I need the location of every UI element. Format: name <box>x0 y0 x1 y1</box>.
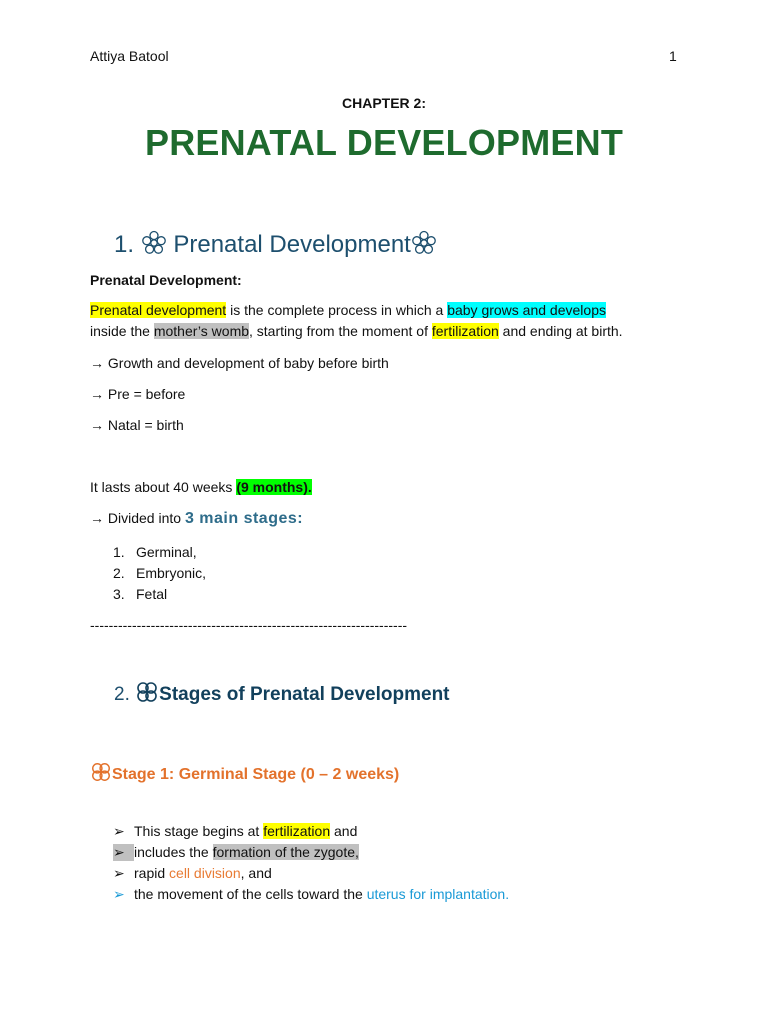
section2-title: Stages of Prenatal Development <box>159 684 450 705</box>
subheading: Prenatal Development: <box>90 272 242 288</box>
list-label: Fetal <box>136 586 168 602</box>
chapter-label: CHAPTER 2: <box>341 95 426 111</box>
stage1-heading <box>90 761 399 788</box>
arrowhead-bullet-icon: ➢ <box>113 886 125 902</box>
blue-text: uterus for implantation. <box>366 886 510 902</box>
section1-heading <box>114 230 437 263</box>
highlight-yellow: fertilization <box>263 823 331 839</box>
bullet-item <box>113 865 272 882</box>
page-number: 1 <box>669 48 677 64</box>
section1-number: 1. <box>114 231 135 258</box>
paragraph-text: , starting from the moment of <box>249 323 432 339</box>
highlight-cyan: baby grows and develops <box>447 302 606 318</box>
section2-heading <box>114 680 450 710</box>
highlight-green: (9 months). <box>236 479 312 495</box>
divided-line <box>90 510 303 528</box>
section2-number: 2. <box>114 684 130 705</box>
duration-line <box>90 479 312 495</box>
highlight-gray: mother’s womb <box>153 323 250 339</box>
paragraph-line2 <box>90 323 623 339</box>
highlight-gray: formation of the zygote, <box>212 844 359 860</box>
bullet-item <box>113 886 509 903</box>
flower-icon <box>411 230 437 263</box>
arrowhead-bullet-icon: ➢ <box>113 823 125 839</box>
dashed-divider: -------------------------------------------------------------------- <box>90 617 408 633</box>
duration-text: It lasts about 40 weeks <box>90 479 237 495</box>
divided-text: → Divided into <box>90 510 185 526</box>
list-number: 2. <box>113 565 125 581</box>
list-item <box>113 586 167 602</box>
list-number: 1. <box>113 544 125 560</box>
paragraph-text: and ending at birth. <box>498 323 623 339</box>
document-title: PRENATAL DEVELOPMENT <box>144 122 624 163</box>
flower-icon <box>141 230 167 263</box>
bullet-text: includes the <box>134 844 213 860</box>
bullet-text: rapid <box>134 865 170 881</box>
knot-icon <box>90 761 112 788</box>
bullet-item <box>113 844 359 861</box>
bullet-item <box>113 823 357 840</box>
paragraph-text: inside the <box>90 323 154 339</box>
list-item <box>113 565 206 581</box>
arrowhead-bullet-icon: ➢ <box>113 865 125 881</box>
orange-text: cell division <box>169 865 241 881</box>
arrow-line: → Pre = before <box>90 386 186 402</box>
section1-title: Prenatal Development <box>173 231 411 258</box>
paragraph-text: is the complete process in which a <box>226 302 448 318</box>
arrowhead-bullet-icon: ➢ <box>113 844 134 861</box>
bullet-text: and <box>330 823 358 839</box>
bullet-text: This stage begins at <box>134 823 264 839</box>
stages-emphasis: 3 main stages: <box>184 510 304 527</box>
paragraph-line1 <box>90 302 606 318</box>
arrow-line: → Natal = birth <box>90 417 184 433</box>
highlight-yellow: fertilization <box>431 323 499 339</box>
knot-icon <box>135 680 159 710</box>
bullet-text: , and <box>240 865 272 881</box>
list-number: 3. <box>113 586 125 602</box>
header-author: Attiya Batool <box>90 48 169 64</box>
arrow-line: → Growth and development of baby before birth <box>90 355 389 371</box>
list-label: Germinal, <box>136 544 197 560</box>
list-label: Embryonic, <box>136 565 207 581</box>
bullet-text: the movement of the cells toward the <box>134 886 367 902</box>
list-item <box>113 544 197 560</box>
stage1-title: Stage 1: Germinal Stage (0 – 2 weeks) <box>112 766 400 783</box>
highlight-yellow: Prenatal development <box>90 302 227 318</box>
